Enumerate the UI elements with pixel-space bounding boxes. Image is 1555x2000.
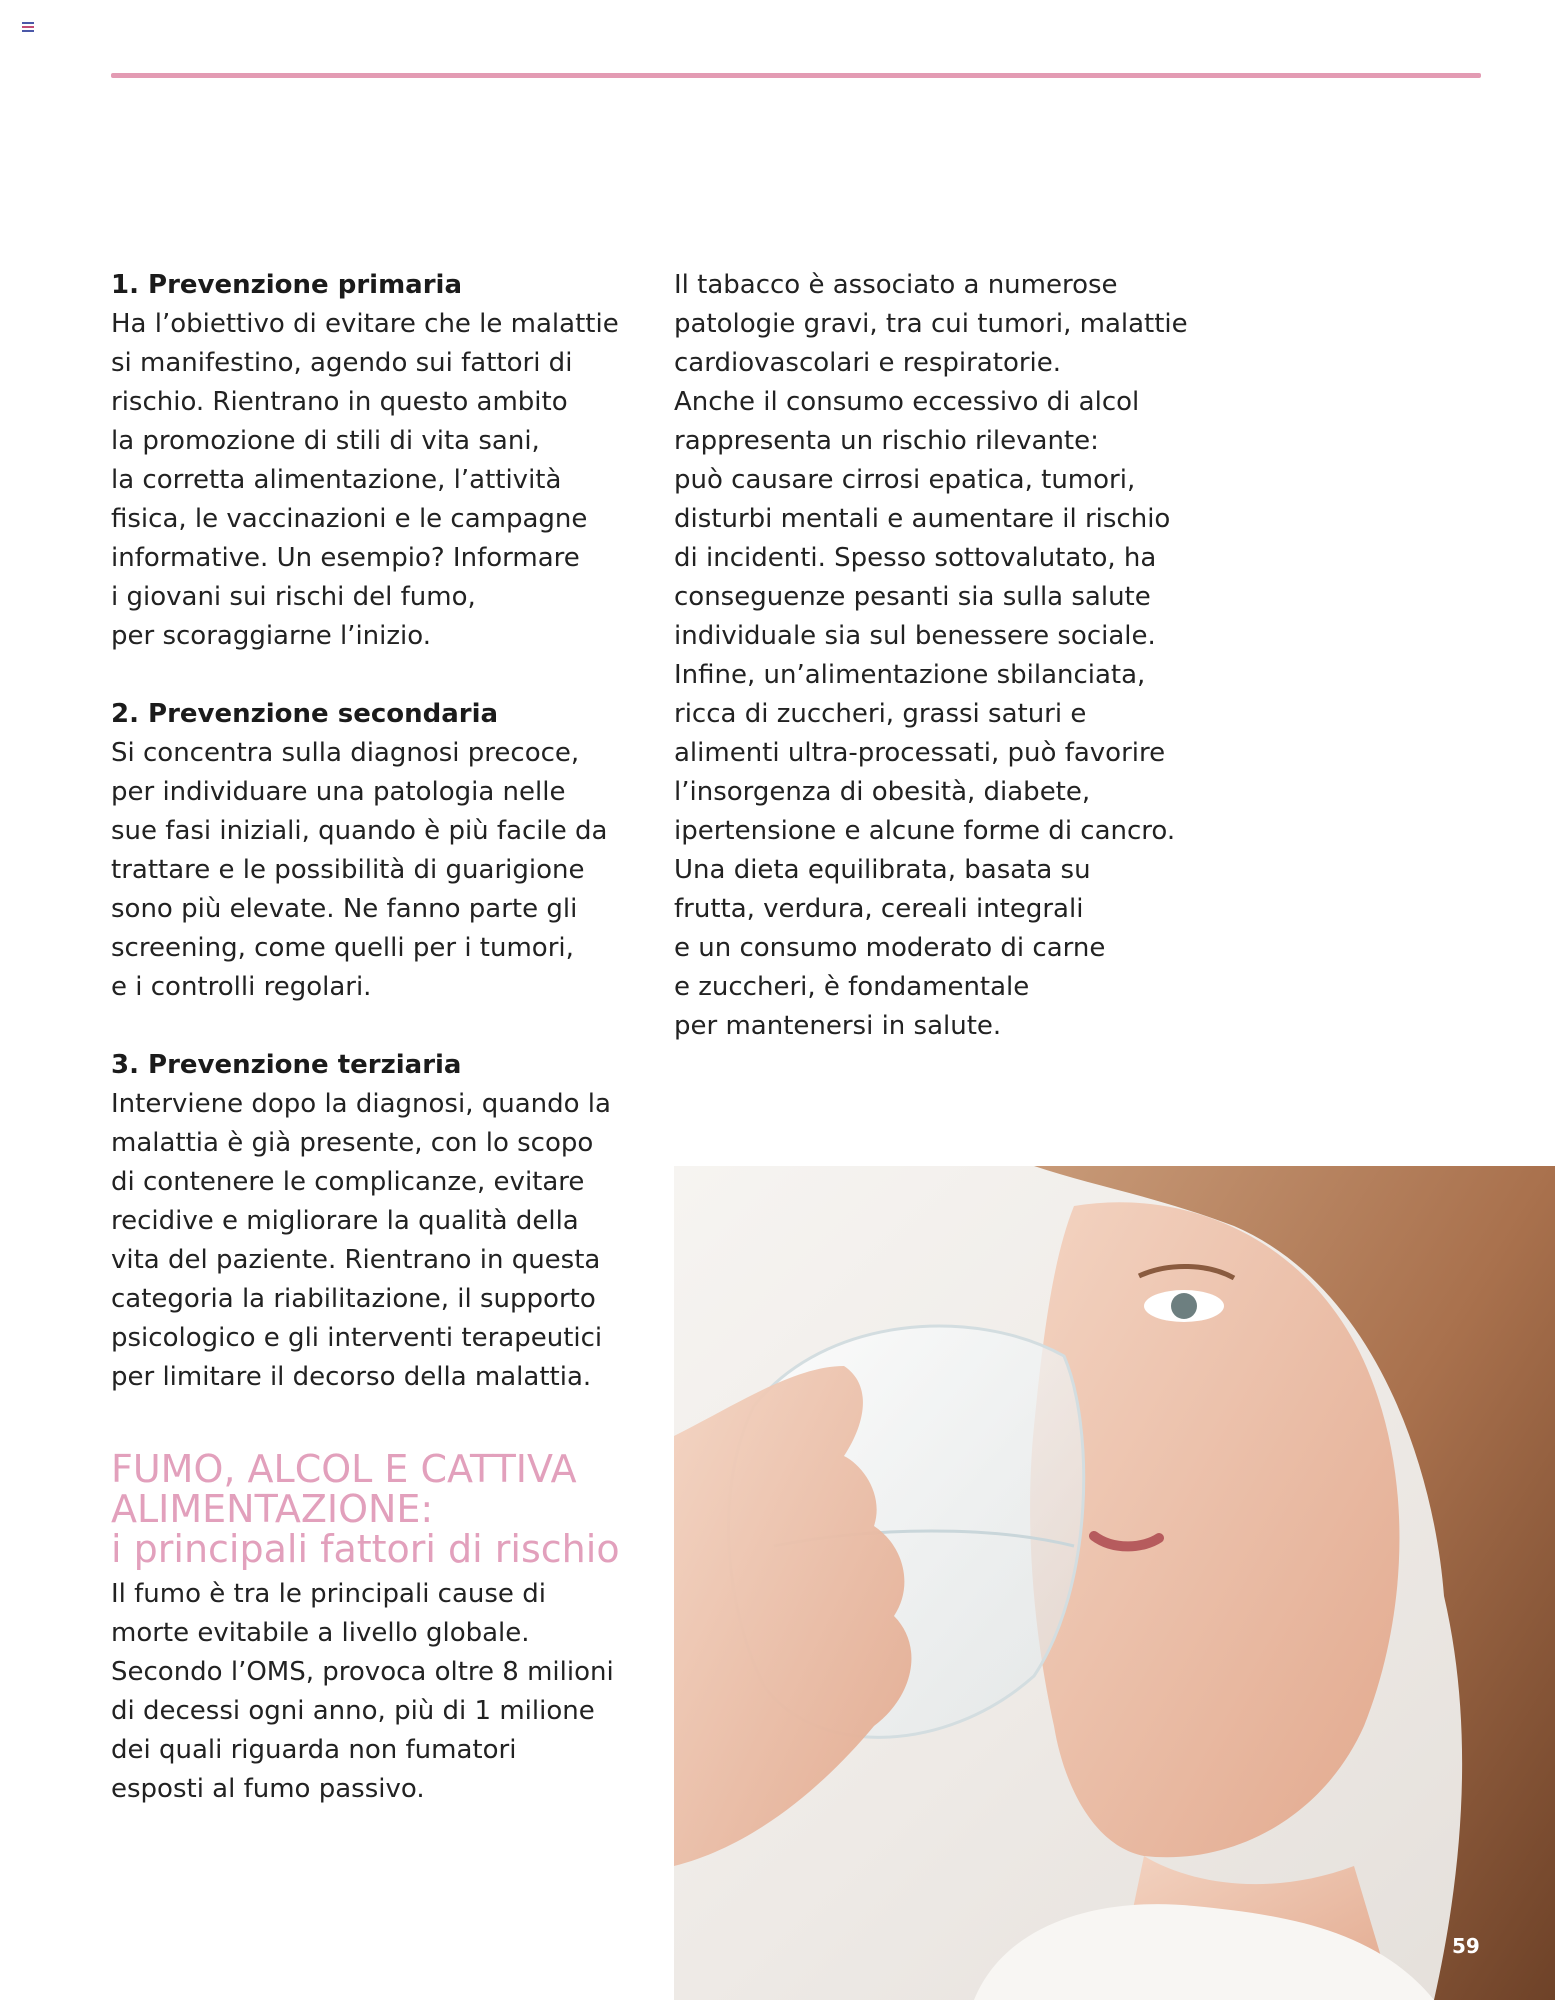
section-text: Si concentra sulla diagnosi precoce, per individuare una patologia nelle sue fasi iniziali, quando è più facile da trattare e le possibilità di guarigione sono più elevate. Ne fanno parte gli screening, come quelli per i tumori, e i controlli regolari. [111,738,608,1002]
right-column [674,266,1234,1046]
page-number: 59 [1452,1934,1480,1958]
risk-factors-heading [111,1449,631,1569]
menu-icon-bar [22,30,34,32]
section-tertiary-prevention [111,1046,631,1397]
section-title: 3. Prevenzione terziaria [111,1050,462,1080]
section-title: 2. Prevenzione secondaria [111,699,499,729]
menu-icon[interactable] [22,22,34,32]
eye-iris [1171,1293,1197,1319]
right-column-text: Il tabacco è associato a numerose patologie gravi, tra cui tumori, malattie cardiovascolari e respiratorie. Anche il consumo eccessivo di alcol rappresenta un rischio rilevante: può causare cirrosi epatica, tumori, disturbi mentali e aumentare il rischio di incidenti. Spesso sottovalutato, ha conseguenze pesanti sia sulla salute individuale sia sul benessere sociale. Infine, un’alimentazione sbilanciata, ricca di zuccheri, grassi saturi e alimenti ultra-processati, può favorire l’insorgenza di obesità, diabete, ipertensione e alcune forme di cancro. Una dieta equilibrata, basata su frutta, verdura, cereali integrali e un consumo moderato di carne e zuccheri, è fondamentale per mantenersi in salute. [674,270,1188,1041]
risk-heading-caps: FUMO, ALCOL E CATTIVA ALIMENTAZIONE: [111,1447,577,1531]
section-primary-prevention [111,266,631,656]
section-title: 1. Prevenzione primaria [111,270,462,300]
section-secondary-prevention [111,695,631,1007]
section-text: Interviene dopo la diagnosi, quando la malattia è già presente, con lo scopo di contenere le complicanze, evitare recidive e migliorare la qualità della vita del paziente. Rientrano in questa categoria la riabilitazione, il supporto psicologico e gli interventi terapeutici per limitare il decorso della malattia. [111,1089,611,1392]
menu-icon-bar [22,22,34,24]
section-text: Ha l’obiettivo di evitare che le malattie si manifestino, agendo sui fattori di rischio. Rientrano in questo ambito la promozione di stili di vita sani, la corretta alimentazione, l’attività fisica, le vaccinazioni e le campagne informative. Un esempio? Informare i giovani sui rischi del fumo, per scoraggiarne l’inizio. [111,309,619,651]
menu-icon-bar [22,26,34,28]
woman-drinking-water-photo [674,1166,1555,2000]
header-divider [111,73,1481,78]
left-column [111,266,631,1809]
risk-factors-text: Il fumo è tra le principali cause di morte evitabile a livello globale. Secondo l’OMS, provoca oltre 8 milioni di decessi ogni anno, più di 1 milione dei quali riguarda non fumatori esposti al fumo passivo. [111,1579,614,1804]
risk-heading-subtitle: i principali fattori di rischio [111,1527,620,1571]
photo-illustration [674,1166,1555,2000]
